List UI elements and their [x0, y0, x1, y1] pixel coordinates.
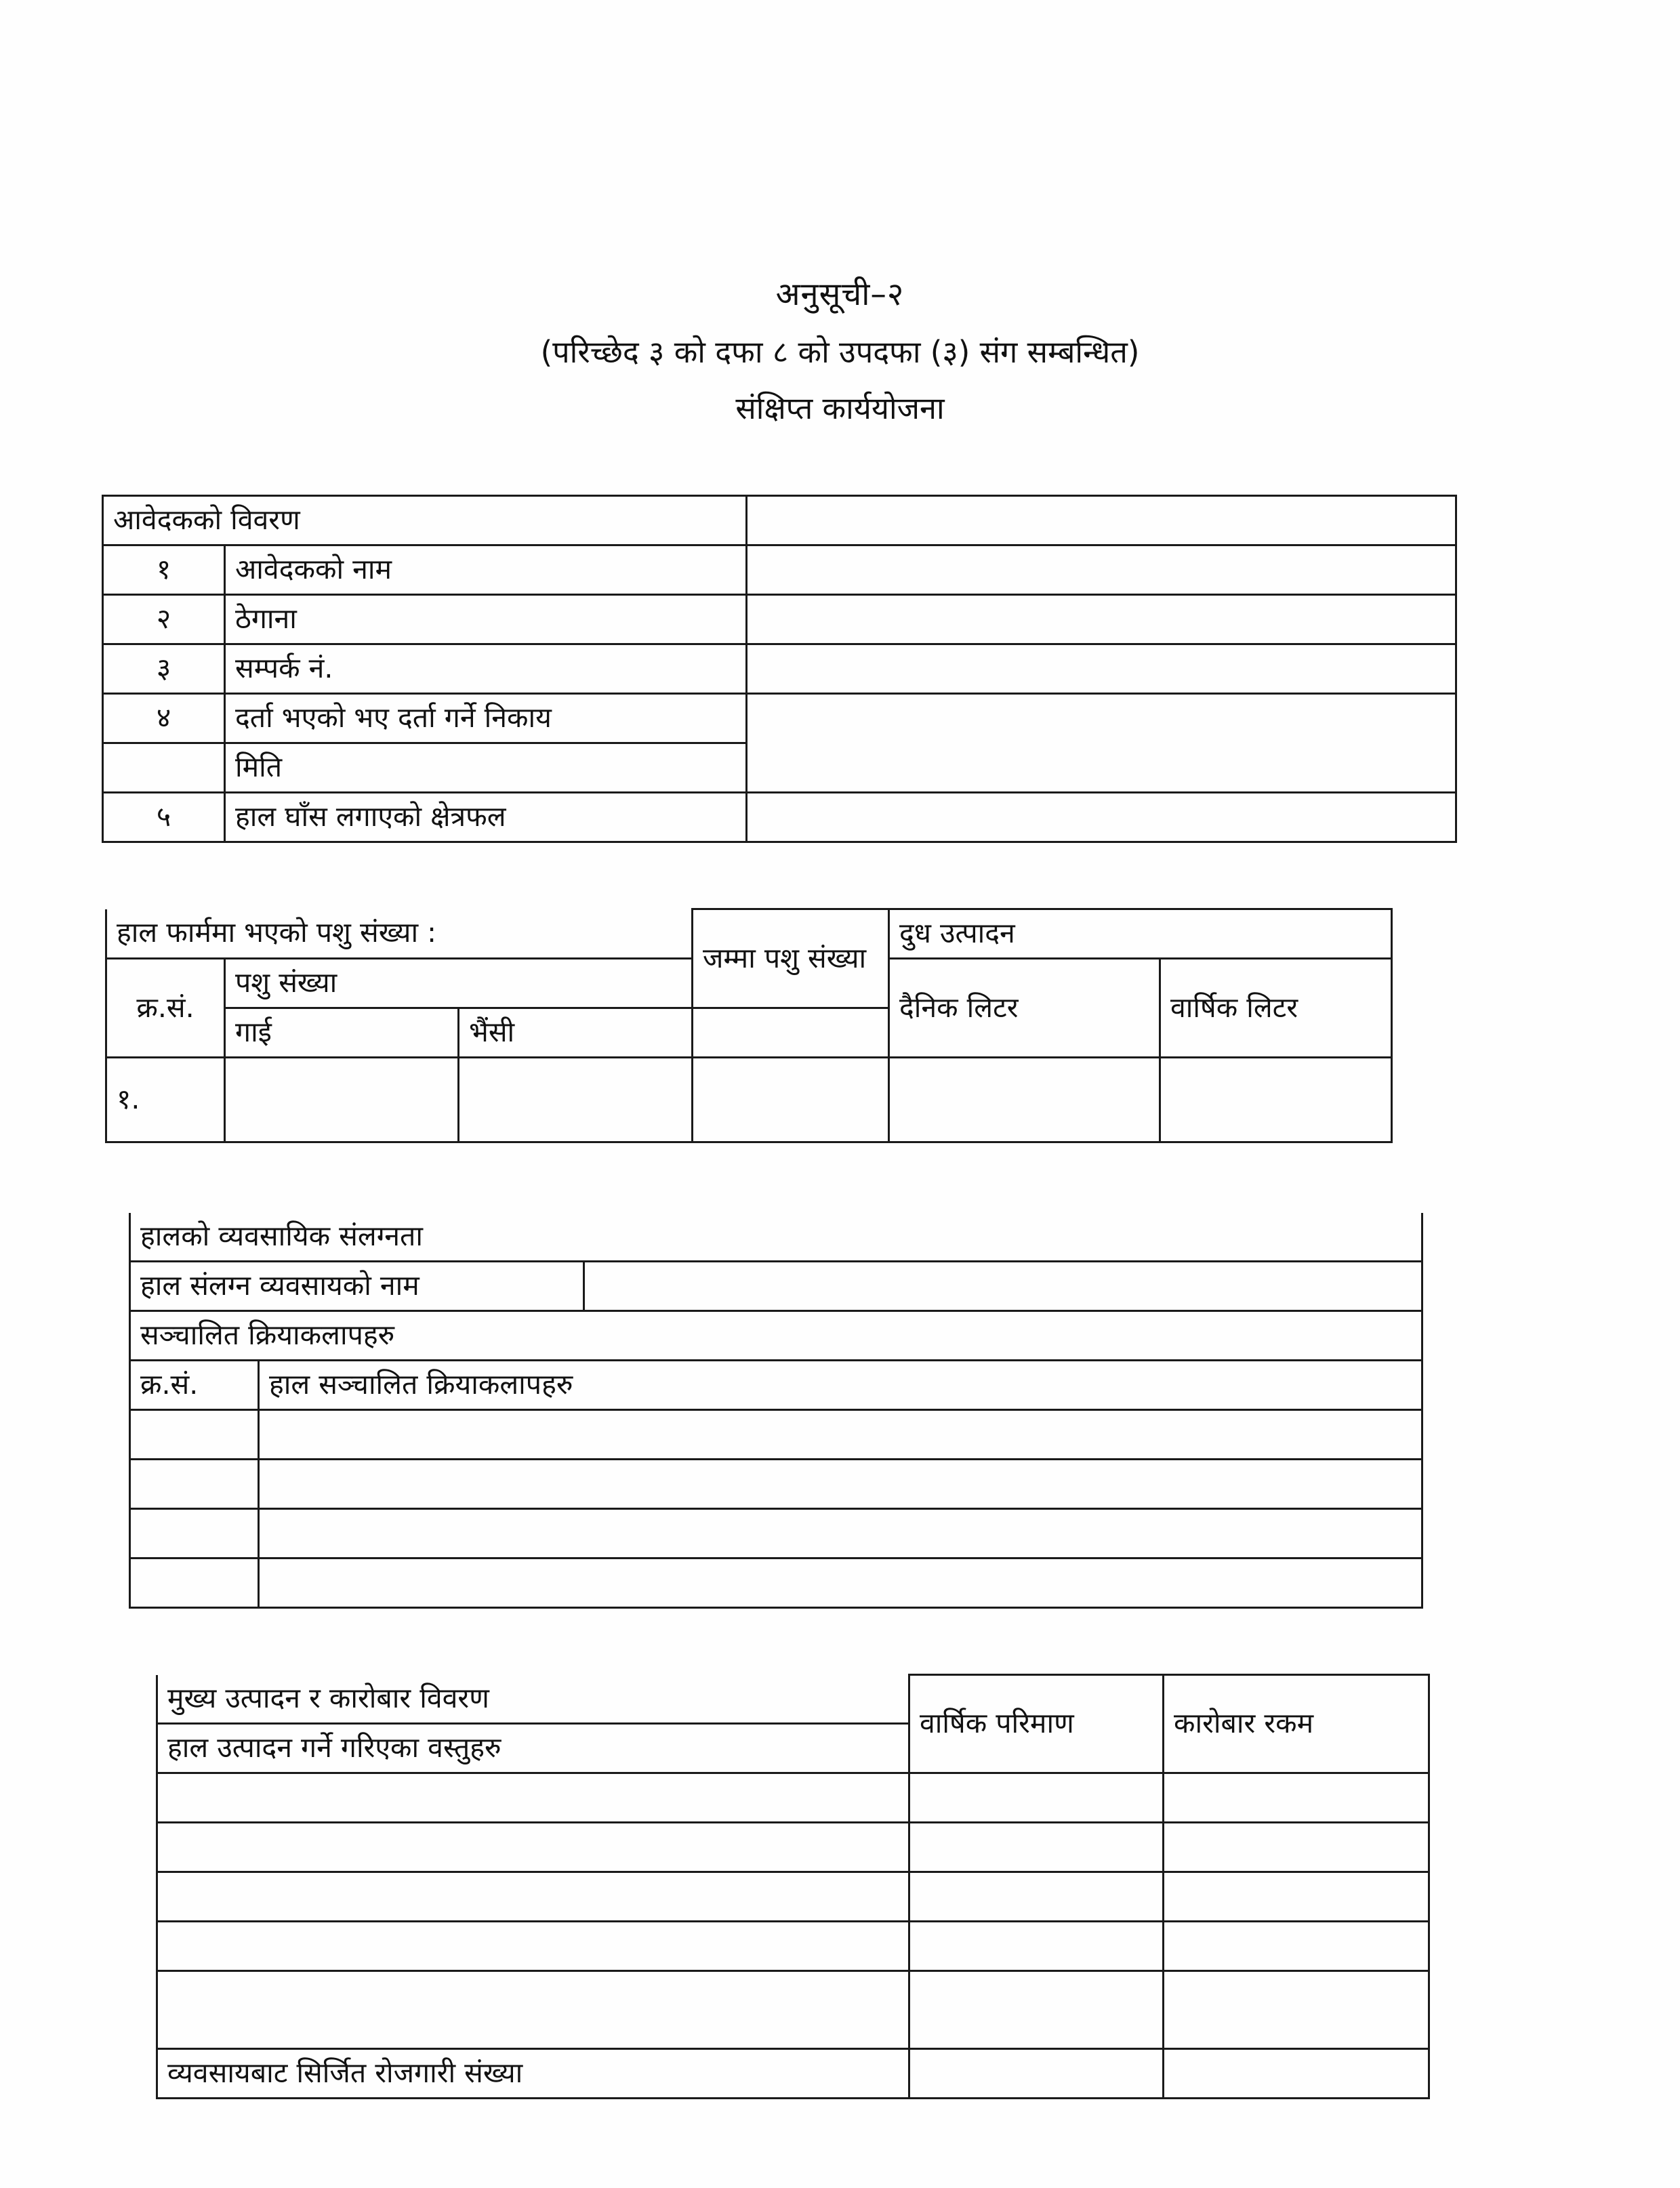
- table-row: [103, 793, 1456, 842]
- table-row: [130, 1559, 1422, 1608]
- table-row: [103, 694, 1456, 743]
- activity-field[interactable]: [259, 1410, 1422, 1460]
- activity-field[interactable]: [259, 1559, 1422, 1608]
- milk-production-header: दुध उत्पादन: [889, 909, 1392, 959]
- table-row: [130, 1361, 1422, 1410]
- row-index: ४: [103, 694, 225, 743]
- row-index: ५: [103, 793, 225, 842]
- cow-count-field[interactable]: [225, 1058, 459, 1142]
- row-label: मिति: [225, 743, 747, 793]
- table-row: [130, 1311, 1422, 1361]
- sn-header: क्र.सं.: [106, 959, 225, 1058]
- production-section-title: मुख्य उत्पादन र कारोबार विवरण: [157, 1675, 909, 1724]
- applicant-details-table: [102, 495, 1457, 843]
- total-animals-subcell: [693, 1008, 889, 1058]
- transaction-amount-header: कारोबार रकम: [1164, 1675, 1429, 1773]
- table-row: [130, 1213, 1422, 1262]
- row-value-field[interactable]: [747, 595, 1456, 644]
- production-amount-field[interactable]: [1164, 1872, 1429, 1921]
- employment-extra-cell: [1164, 2048, 1429, 2098]
- row-value-field[interactable]: [747, 793, 1456, 842]
- row-label: हाल घाँस लगाएको क्षेत्रफल: [225, 793, 747, 842]
- table-row: [157, 1872, 1429, 1921]
- activity-field[interactable]: [259, 1460, 1422, 1509]
- production-quantity-field[interactable]: [909, 1921, 1164, 1970]
- row-index: ३: [103, 644, 225, 694]
- business-involvement-table: [129, 1213, 1423, 1609]
- daily-litre-header: दैनिक लिटर: [889, 959, 1160, 1058]
- row-label: सम्पर्क नं.: [225, 644, 747, 694]
- production-quantity-field[interactable]: [909, 1773, 1164, 1822]
- annual-litre-field[interactable]: [1160, 1058, 1392, 1142]
- business-name-label: हाल संलग्न व्यवसायको नाम: [130, 1262, 584, 1311]
- business-name-field[interactable]: [584, 1262, 1422, 1311]
- cow-header: गाई: [225, 1008, 459, 1058]
- production-items-header: हाल उत्पादन गर्ने गरिएका वस्तुहरु: [157, 1723, 909, 1773]
- livestock-section-title: हाल फार्ममा भएको पशु संख्या :: [106, 909, 693, 959]
- table-row: [103, 545, 1456, 595]
- table-row: [106, 909, 1392, 959]
- annual-litre-header: वार्षिक लिटर: [1160, 959, 1392, 1058]
- table-row: [130, 1509, 1422, 1559]
- table-row: [106, 1058, 1392, 1142]
- livestock-block: [105, 908, 1393, 1143]
- applicant-section-title: आवेदकको विवरण: [103, 496, 747, 545]
- production-amount-field[interactable]: [1164, 1921, 1429, 1970]
- buffalo-count-field[interactable]: [459, 1058, 693, 1142]
- table-row: [103, 644, 1456, 694]
- production-amount-field[interactable]: [1164, 1970, 1429, 2048]
- row-index: [103, 743, 225, 793]
- production-quantity-field[interactable]: [909, 1822, 1164, 1872]
- row-sn: १.: [106, 1058, 225, 1142]
- table-row: [130, 1460, 1422, 1509]
- production-item-field[interactable]: [157, 1872, 909, 1921]
- animal-count-header: पशु संख्या: [225, 959, 693, 1008]
- production-item-field[interactable]: [157, 1970, 909, 2048]
- row-label: ठेगाना: [225, 595, 747, 644]
- production-quantity-field[interactable]: [909, 1970, 1164, 2048]
- heading-line-1: अनुसूची–२: [775, 276, 905, 313]
- activity-sn-field[interactable]: [130, 1460, 259, 1509]
- row-value-field[interactable]: [747, 644, 1456, 694]
- row-label: दर्ता भएको भए दर्ता गर्ने निकाय: [225, 694, 747, 743]
- table-row: [130, 1262, 1422, 1311]
- daily-litre-field[interactable]: [889, 1058, 1160, 1142]
- production-transaction-table: [156, 1674, 1430, 2099]
- heading-line-3: संक्षिप्त कार्ययोजना: [735, 390, 945, 426]
- business-involvement-block: [129, 1213, 1423, 1609]
- production-transaction-block: [156, 1674, 1430, 2099]
- heading-line-2: (परिच्छेद ३ को दफा ८ को उपदफा (३) संग सम्बन्धित): [540, 334, 1140, 370]
- row-index: १: [103, 545, 225, 595]
- business-section-title: हालको व्यवसायिक संलग्नता: [130, 1213, 1422, 1262]
- table-row: [103, 595, 1456, 644]
- total-animals-header: जम्मा पशु संख्या: [693, 909, 889, 1008]
- production-item-field[interactable]: [157, 1921, 909, 1970]
- employment-label: व्यवसायबाट सिर्जित रोजगारी संख्या: [157, 2048, 909, 2098]
- document-heading: [0, 271, 1680, 428]
- employment-value-field[interactable]: [909, 2048, 1164, 2098]
- annual-quantity-header: वार्षिक परिमाण: [909, 1675, 1164, 1773]
- table-row: [157, 1773, 1429, 1822]
- table-row: [157, 1675, 1429, 1724]
- production-amount-field[interactable]: [1164, 1822, 1429, 1872]
- activity-sn-field[interactable]: [130, 1509, 259, 1559]
- row-value-field[interactable]: [747, 694, 1456, 793]
- total-animals-field[interactable]: [693, 1058, 889, 1142]
- table-row: [157, 1970, 1429, 2048]
- buffalo-header: भैंसी: [459, 1008, 693, 1058]
- applicant-details-block: [102, 495, 1457, 843]
- production-item-field[interactable]: [157, 1773, 909, 1822]
- activity-field[interactable]: [259, 1509, 1422, 1559]
- table-row: [157, 1822, 1429, 1872]
- activity-sn-field[interactable]: [130, 1410, 259, 1460]
- applicant-title-spacer: [747, 496, 1456, 545]
- row-index: २: [103, 595, 225, 644]
- table-row: [157, 1921, 1429, 1970]
- table-row: [157, 2048, 1429, 2098]
- production-quantity-field[interactable]: [909, 1872, 1164, 1921]
- activities-label: सञ्चालित क्रियाकलापहरु: [130, 1311, 1422, 1361]
- table-row: [103, 496, 1456, 545]
- table-row: [130, 1410, 1422, 1460]
- production-amount-field[interactable]: [1164, 1773, 1429, 1822]
- activities-sn-header: क्र.सं.: [130, 1361, 259, 1410]
- production-item-field[interactable]: [157, 1822, 909, 1872]
- activity-sn-field[interactable]: [130, 1559, 259, 1608]
- livestock-table: [105, 908, 1393, 1143]
- activities-header: हाल सञ्चालित क्रियाकलापहरु: [259, 1361, 1422, 1410]
- row-label: आवेदकको नाम: [225, 545, 747, 595]
- row-value-field[interactable]: [747, 545, 1456, 595]
